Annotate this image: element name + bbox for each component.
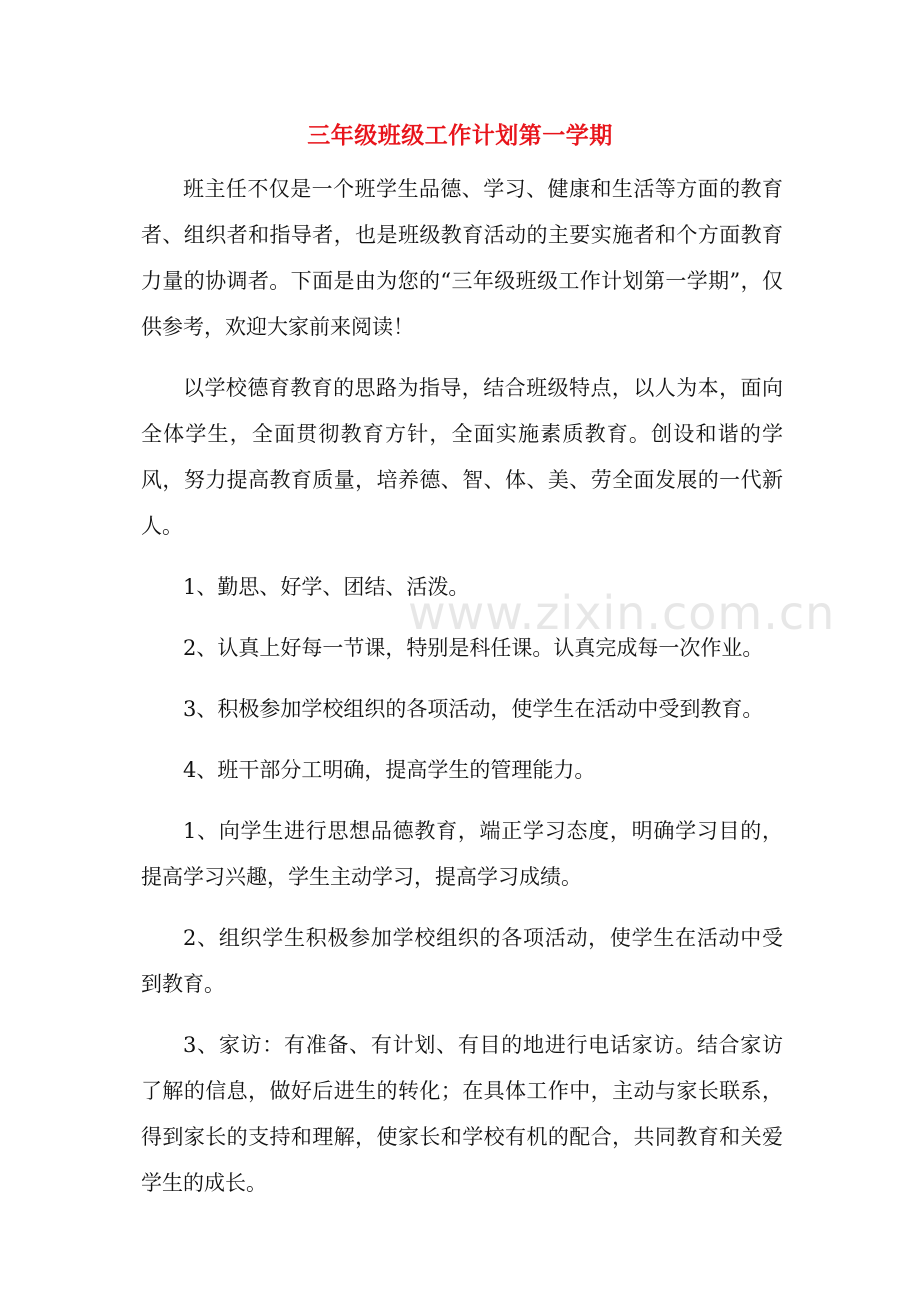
paragraph-goal-4: 4、班干部分工明确，提高学生的管理能力。 [183, 758, 596, 782]
paragraph-intro: 班主任不仅是一个班学生品德、学习、健康和生活等方面的教育者、组织者和指导者，也是班级教育活动的主要实施者和个方面教育力量的协调者。下面是由为您的“三年级班级工作计划第一学期”，仅供参考，欢迎大家前来阅读！ [141, 177, 783, 339]
watermark: www.zixin.com.cn [408, 586, 836, 640]
paragraph-goal-2: 2、认真上好每一节课，特别是科任课。认真完成每一次作业。 [183, 636, 764, 660]
document-body [141, 166, 783, 1221]
paragraph-measure-2: 2、组织学生积极参加学校组织的各项活动，使学生在活动中受到教育。 [141, 926, 783, 996]
paragraph-goal-3: 3、积极参加学校组织的各项活动，使学生在活动中受到教育。 [183, 697, 764, 721]
paragraph-goal-1: 1、勤思、好学、团结、活泼。 [183, 575, 470, 599]
document-title: 三年级班级工作计划第一学期 [307, 122, 613, 149]
paragraph-guiding-idea: 以学校德育教育的思路为指导，结合班级特点，以人为本，面向全体学生，全面贯彻教育方针，全面实施素质教育。创设和谐的学风，努力提高教育质量，培养德、智、体、美、劳全面发展的一代新人。 [141, 376, 783, 538]
paragraph-measure-1: 1、向学生进行思想品德教育，端正学习态度，明确学习目的，提高学习兴趣，学生主动学习，提高学习成绩。 [141, 819, 783, 889]
paragraph-measure-3: 3、家访：有准备、有计划、有目的地进行电话家访。结合家访了解的信息，做好后进生的转化；在具体工作中，主动与家长联系，得到家长的支持和理解，使家长和学校有机的配合，共同教育和关爱学生的成长。 [141, 1033, 783, 1195]
